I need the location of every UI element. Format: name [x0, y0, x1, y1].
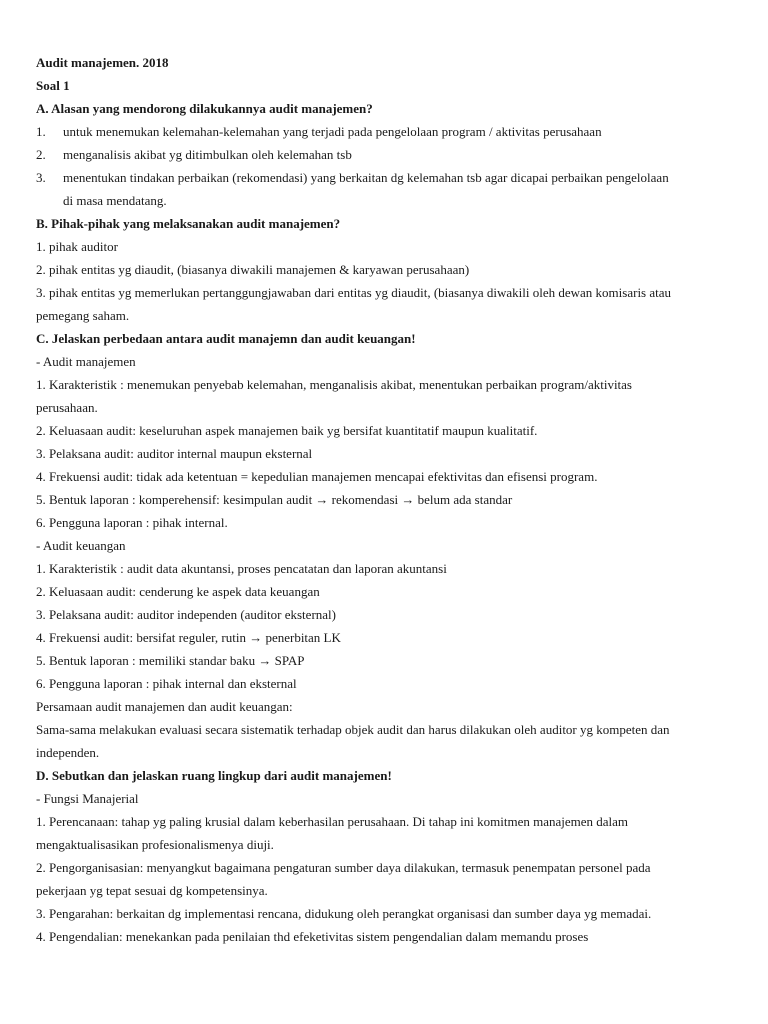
section-a-item-3-continuation: di masa mendatang. — [63, 193, 167, 208]
fungsi-manajerial-label: - Fungsi Manajerial — [36, 791, 139, 806]
section-b-line: 1. pihak auditor — [36, 239, 118, 254]
section-d-line: 2. Pengorganisasian: menyangkut bagaimana pengaturan sumber daya dilakukan, termasuk penempatan personel pada — [36, 860, 651, 875]
audit-manajemen-line: perusahaan. — [36, 400, 98, 415]
section-b-line: pemegang saham. — [36, 308, 130, 323]
item-text: menentukan tindakan perbaikan (rekomendasi) yang berkaitan dg kelemahan tsb agar dicapai perbaikan pengelolaan — [63, 170, 669, 185]
section-d-line: 3. Pengarahan: berkaitan dg implementasi rencana, didukung oleh perangkat organisasi dan sumber daya yg memadai. — [36, 906, 652, 921]
section-b-line: 3. pihak entitas yg memerlukan pertanggungjawaban dari entitas yg diaudit, (biasanya diwakili oleh dewan komisaris atau — [36, 285, 672, 300]
audit-keuangan-label: - Audit keuangan — [36, 538, 126, 553]
item-text: menganalisis akibat yg ditimbulkan oleh kelemahan tsb — [63, 147, 352, 162]
audit-manajemen-line: 1. Karakteristik : menemukan penyebab kelemahan, menganalisis akibat, menentukan perbaikan program/aktivitas — [36, 377, 632, 392]
section-d-line: 1. Perencanaan: tahap yg paling krusial dalam keberhasilan perusahaan. Di tahap ini komitmen manajemen dalam — [36, 814, 629, 829]
audit-manajemen-line: 2. Keluasaan audit: keseluruhan aspek manajemen baik yg bersifat kuantitatif maupun kualitatif. — [36, 423, 538, 438]
persamaan-label: Persamaan audit manajemen dan audit keuangan: — [36, 699, 293, 714]
audit-keuangan-line: 6. Pengguna laporan : pihak internal dan eksternal — [36, 676, 297, 691]
persamaan-line: Sama-sama melakukan evaluasi secara sistematik terhadap objek audit dan harus dilakukan oleh auditor yg kompeten dan — [36, 722, 670, 737]
doc-title: Audit manajemen. 2018 — [36, 55, 169, 70]
section-d-line: 4. Pengendalian: menekankan pada penilaian thd efeketivitas sistem pengendalian dalam memandu proses — [36, 929, 589, 944]
audit-keuangan-line: 5. Bentuk laporan : memiliki standar baku → SPAP — [36, 653, 305, 668]
soal-label: Soal 1 — [36, 78, 70, 93]
section-a-heading: A. Alasan yang mendorong dilakukannya audit manajemen? — [36, 101, 373, 116]
item-number: 3. — [36, 170, 46, 185]
audit-keuangan-line: 2. Keluasaan audit: cenderung ke aspek data keuangan — [36, 584, 320, 599]
audit-keuangan-line: 4. Frekuensi audit: bersifat reguler, rutin → penerbitan LK — [36, 630, 341, 645]
audit-manajemen-line: 5. Bentuk laporan : komperehensif: kesimpulan audit → rekomendasi → belum ada standar — [36, 492, 513, 507]
section-b-heading: B. Pihak-pihak yang melaksanakan audit manajemen? — [36, 216, 341, 231]
item-text: untuk menemukan kelemahan-kelemahan yang terjadi pada pengelolaan program / aktivitas perusahaan — [63, 124, 602, 139]
audit-keuangan-line: 3. Pelaksana audit: auditor independen (auditor eksternal) — [36, 607, 336, 622]
section-d-line: pekerjaan yg tepat sesuai dg kompetensinya. — [36, 883, 268, 898]
audit-manajemen-line: 4. Frekuensi audit: tidak ada ketentuan = kepedulian manajemen mencapai efektivitas dan efisensi program. — [36, 469, 598, 484]
audit-manajemen-label: - Audit manajemen — [36, 354, 136, 369]
audit-keuangan-line: 1. Karakteristik : audit data akuntansi, proses pencatatan dan laporan akuntansi — [36, 561, 447, 576]
section-d-line: mengaktualisasikan profesionalismenya diuji. — [36, 837, 274, 852]
item-number: 2. — [36, 147, 46, 162]
section-c-heading: C. Jelaskan perbedaan antara audit manajemn dan audit keuangan! — [36, 331, 416, 346]
item-number: 1. — [36, 124, 46, 139]
audit-manajemen-line: 3. Pelaksana audit: auditor internal maupun eksternal — [36, 446, 313, 461]
section-d-heading: D. Sebutkan dan jelaskan ruang lingkup dari audit manajemen! — [36, 768, 392, 783]
audit-manajemen-line: 6. Pengguna laporan : pihak internal. — [36, 515, 228, 530]
persamaan-line: independen. — [36, 745, 100, 760]
section-b-line: 2. pihak entitas yg diaudit, (biasanya diwakili manajemen & karyawan perusahaan) — [36, 262, 470, 277]
